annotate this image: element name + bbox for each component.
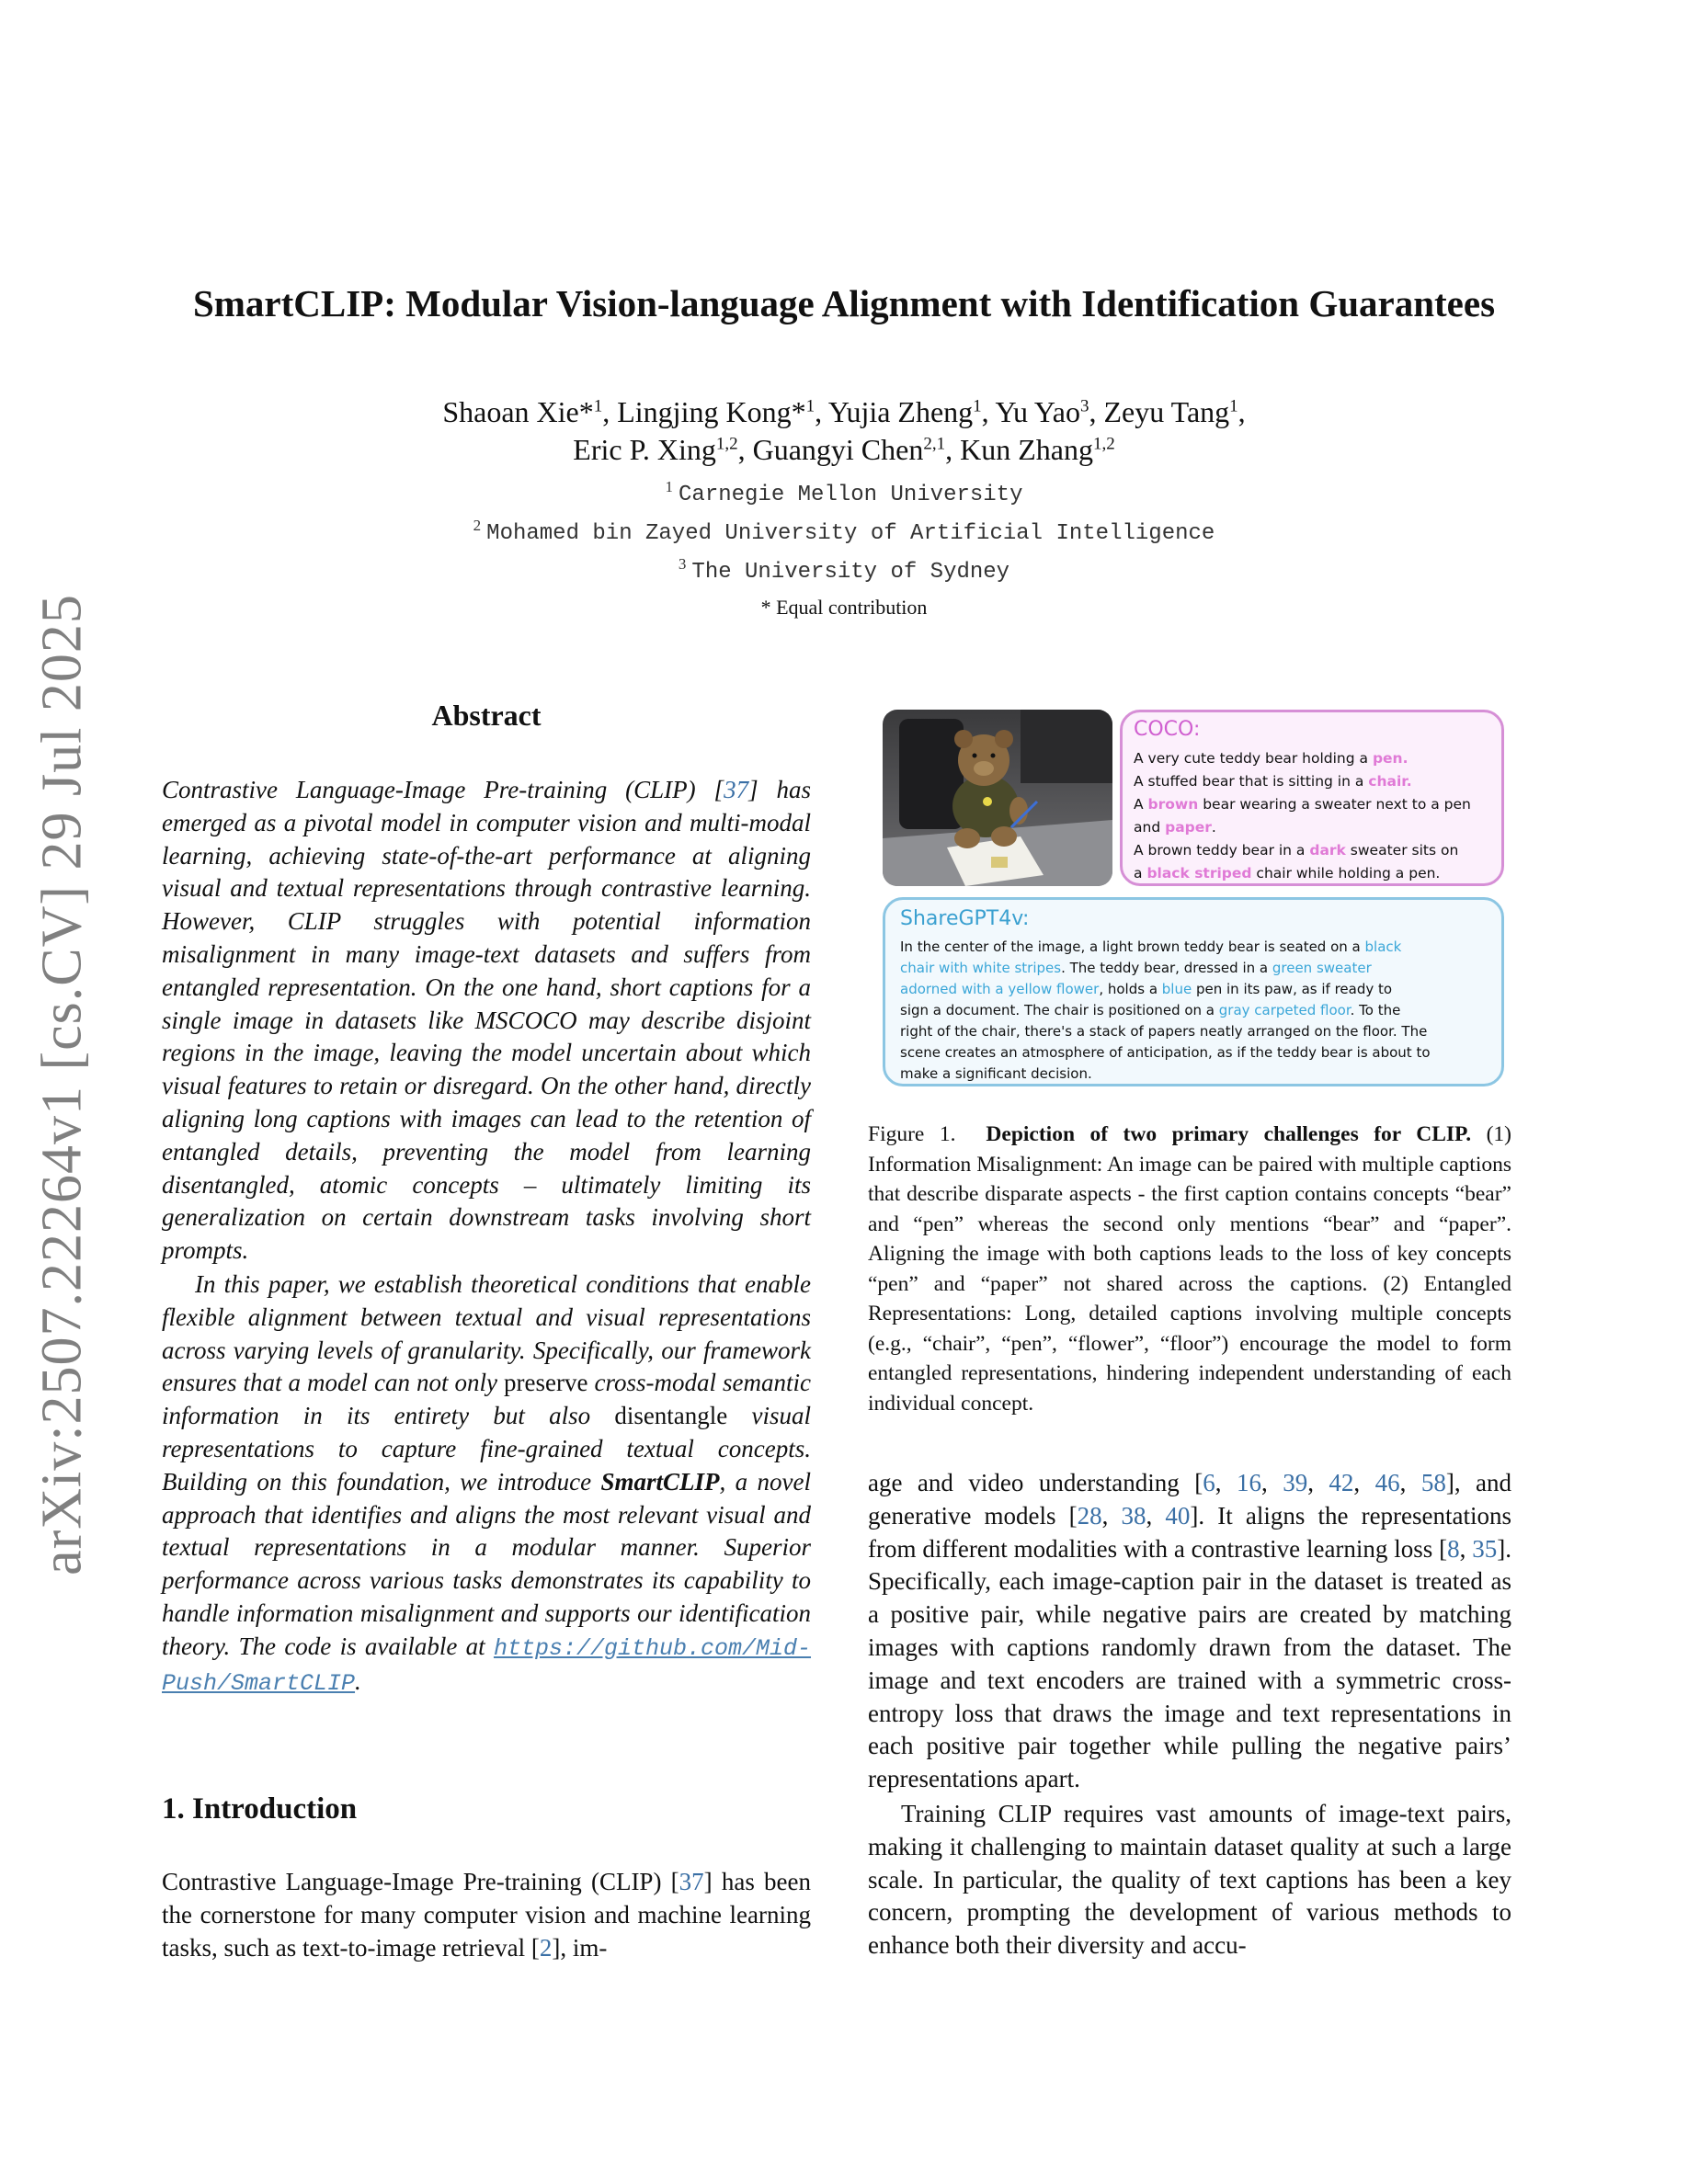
citation-link[interactable]: 46 (1374, 1469, 1400, 1496)
coco-caption-line: A brown teddy bear in a dark sweater sits on (1134, 842, 1459, 859)
citation-link[interactable]: 8 (1447, 1534, 1460, 1563)
citation-link[interactable]: 35 (1472, 1534, 1498, 1563)
sharegpt4v-caption-box (883, 897, 1504, 1086)
teddy-bear-photo (883, 710, 1112, 886)
citation-link[interactable]: 42 (1329, 1469, 1354, 1496)
citation-link[interactable]: 37 (724, 776, 749, 803)
affiliation-2: $^2$ Mohamed bin Zayed University of Artificial Intelligence (473, 517, 1215, 546)
citation-link[interactable]: 38 (1121, 1501, 1146, 1530)
arxiv-identifier: arXiv:2507.22264v1 [cs.CV] 29 Jul 2025 (30, 594, 94, 1575)
citation-link[interactable]: 16 (1236, 1469, 1261, 1496)
coco-caption-list (1134, 747, 1494, 885)
smartclip-name: SmartCLIP (600, 1467, 720, 1496)
citation-link[interactable]: 2 (539, 1933, 553, 1962)
citation-link[interactable]: 58 (1420, 1469, 1446, 1496)
sharegpt4v-line: right of the chair, there's a stack of papers neatly arranged on the floor. The (900, 1023, 1428, 1040)
abstract-heading: Abstract (431, 699, 542, 732)
citation-link[interactable]: 40 (1165, 1501, 1191, 1530)
sharegpt4v-line: make a significant decision. (900, 1065, 1092, 1082)
code-repository-link[interactable]: https://github.com/Mid-Push/SmartCLIP (162, 1634, 812, 1697)
figure-caption-title: Depiction of two primary challenges for CLIP. (986, 1122, 1472, 1146)
author-line-1: Shaoan Xie*$^1$, Lingjing Kong*$^1$, Yujia Zheng$^1$, Yu Yao$^3$, Zeyu Tang$^1$, (442, 395, 1246, 428)
intro-paragraph-2: age and video understanding [6, 16, 39, 42, 46, 58], and generative models [28, 38, 40]. It aligns the representations from different modalities with a contrastive learning loss [8, 35]. Specifically, each image-caption pair in the dataset is treated as a positive pair, while negative pairs are created by matching images with captions randomly drawn from the dataset. The image and text encoders are trained with a symmetric cross-entropy loss that draws the image and text representations in each positive pair together while pulling the negative pairs’ representations apart. (868, 1469, 1512, 1793)
paper-title: SmartCLIP: Modular Vision-language Alignment with Identification Guarantees (192, 282, 1496, 324)
citation-link[interactable]: 6 (1203, 1469, 1215, 1496)
introduction-heading: 1. Introduction (162, 1792, 358, 1826)
author-list (0, 393, 1688, 469)
sharegpt4v-line: sign a document. The chair is positioned on a gray carpeted floor. To the (900, 1002, 1401, 1018)
citation-link[interactable]: 28 (1077, 1501, 1102, 1530)
coco-caption-line: A stuffed bear that is sitting in a chair. (1134, 773, 1412, 790)
intro-paragraph-1: Contrastive Language-Image Pre-training (CLIP) [37] has been the cornerstone for many computer vision and machine learning tasks, such as text-to-image retrieval [2], im- (162, 1868, 811, 1962)
coco-title: COCO: (1134, 718, 1201, 741)
coco-caption-line: and paper. (1134, 819, 1216, 836)
teddy-bear-image (883, 710, 1112, 886)
citation-link[interactable]: 39 (1283, 1469, 1308, 1496)
affiliation-1: $^1$ Carnegie Mellon University (665, 478, 1023, 507)
sharegpt4v-line: scene creates an atmosphere of anticipation, as if the teddy bear is about to (900, 1044, 1431, 1061)
equal-contribution-note: * Equal contribution (760, 596, 928, 619)
coco-caption-line: a black striped chair while holding a pen. (1134, 865, 1441, 882)
intro-paragraph-3: Training CLIP requires vast amounts of image-text pairs, making it challenging to maintain dataset quality at such a large scale. In particular, the quality of text captions has been a key concern, prompting the development of various methods to enhance both their diversity and accu- (868, 1800, 1511, 1960)
coco-caption-line: A very cute teddy bear holding a pen. (1134, 750, 1409, 767)
sharegpt4v-line: In the center of the image, a light brown teddy bear is seated on a black (900, 938, 1402, 955)
sharegpt4v-line: adorned with a yellow flower, holds a blue pen in its paw, as if ready to (900, 981, 1393, 997)
figure-1-caption: Figure 1. Depiction of two primary challenges for CLIP. (1) Information Misalignment: An image can be paired with multiple captions that describe disparate aspects - the first caption contains concepts “bear” and “pen” whereas the second only mentions “bear” and “paper”. Aligning the image with both captions leads to the loss of key concepts “pen” and “paper” not shared across the captions. (2) Entangled Representations: Long, detailed captions involving multiple concepts (e.g., “chair”, “pen”, “flower”, “floor”) encourage the model to form entangled representations, hindering independent understanding of each individual concept. (868, 1122, 1512, 1416)
author-line-2: Eric P. Xing$^{1,2}$, Guangyi Chen$^{2,1}$, Kun Zhang$^{1,2}$ (573, 433, 1115, 466)
abstract-paragraph-1: Contrastive Language-Image Pre-training (CLIP) [37] has emerged as a pivotal model in computer vision and multi-modal learning, achieving state-of-the-art performance at aligning visual and textual representations through contrastive learning. However, CLIP struggles with potential information misalignment in many image-text datasets and suffers from entangled representation. On the one hand, short captions for a single image in datasets like MSCOCO may describe disjoint regions in the image, leaving the model uncertain about which visual features to retain or disregard. On the other hand, directly aligning long captions with images can lead to the retention of entangled details, preventing the model from learning disentangled, atomic concepts – ultimately limiting its generalization on certain downstream tasks involving short prompts. (162, 776, 811, 1265)
sharegpt4v-caption-text (900, 937, 1488, 1085)
coco-caption-line: A brown bear wearing a sweater next to a pen (1134, 796, 1471, 813)
sharegpt4v-line: chair with white stripes. The teddy bear, dressed in a green sweater (900, 960, 1372, 976)
affiliation-3: $^3$ The University of Sydney (678, 555, 1010, 585)
figure-label: Figure 1. (868, 1122, 956, 1146)
abstract-paragraph-2: In this paper, we establish theoretical conditions that enable flexible alignment between textual and visual representations across varying levels of granularity. Specifically, our framework ensures that a model can not only preserve cross-modal semantic information in its entirety but also disentangle visual representations to capture fine-grained textual concepts. Building on this foundation, we introduce SmartCLIP, a novel approach that identifies and aligns the most relevant visual and textual representations in a modular manner. Superior performance across various tasks demonstrates its capability to handle information misalignment and supports our identification theory. The code is available at https://github.com/Mid-Push/SmartCLIP. (162, 1270, 812, 1697)
sharegpt4v-title: ShareGPT4v: (900, 907, 1030, 930)
citation-link[interactable]: 37 (679, 1868, 704, 1895)
coco-captions-box (1120, 710, 1504, 886)
